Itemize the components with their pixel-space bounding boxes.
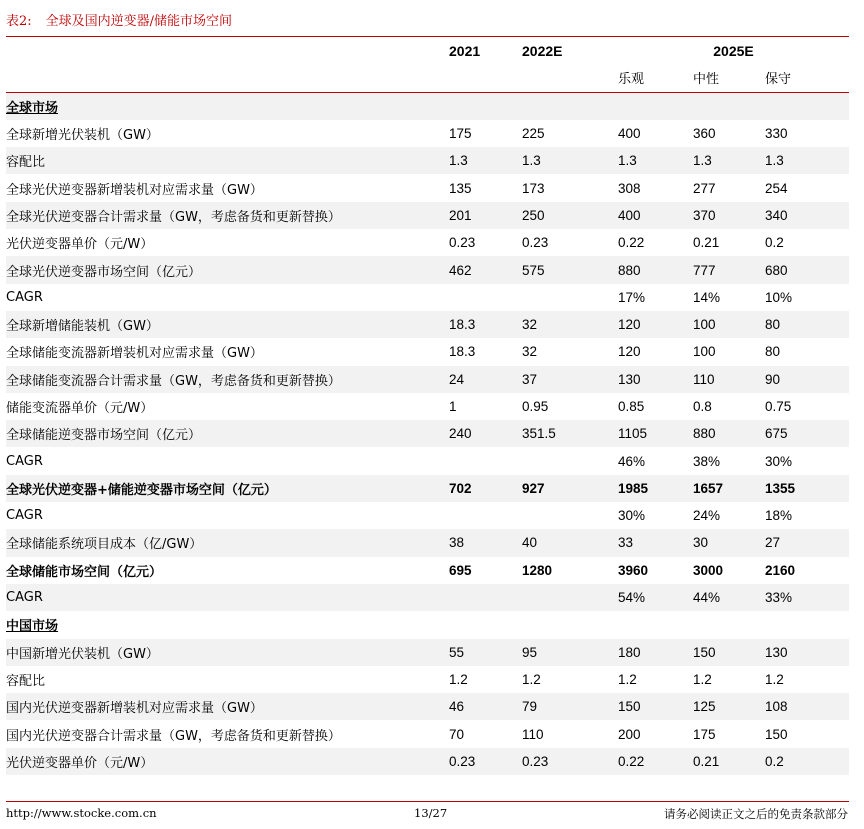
cell-value: 0.21 bbox=[693, 748, 765, 775]
cell-value: 1.2 bbox=[693, 671, 712, 687]
cell-value: 1.3 bbox=[449, 147, 522, 174]
cell-value: 370 bbox=[693, 202, 765, 229]
cell-value: 400 bbox=[618, 126, 641, 142]
cell-value: 1.2 bbox=[449, 671, 468, 687]
table-row bbox=[6, 420, 849, 447]
table-row bbox=[6, 366, 849, 393]
table-row bbox=[6, 666, 849, 693]
row-label: 光伏逆变器单价（元/W） bbox=[6, 748, 449, 775]
cell-value: 54% bbox=[618, 584, 693, 611]
cell-value: 14% bbox=[693, 289, 721, 305]
cell-value: 100 bbox=[693, 311, 765, 338]
row-label: 容配比 bbox=[6, 147, 449, 174]
section-title: 中国市场 bbox=[6, 619, 59, 635]
cell-value: 130 bbox=[618, 366, 693, 393]
cell-value: 30% bbox=[765, 453, 793, 469]
table-row bbox=[6, 584, 849, 611]
table-row bbox=[6, 229, 849, 256]
subheader-conservative: 保守 bbox=[765, 64, 849, 92]
cell-value: 880 bbox=[618, 256, 693, 283]
cell-value: 17% bbox=[618, 289, 646, 305]
row-label: CAGR bbox=[6, 289, 43, 305]
table-row bbox=[6, 311, 849, 338]
cell-value bbox=[449, 447, 522, 474]
cell-value: 308 bbox=[618, 180, 641, 196]
footer-rule bbox=[6, 801, 849, 802]
table-row bbox=[6, 256, 849, 283]
cell-value: 110 bbox=[522, 726, 544, 742]
cell-value: 24 bbox=[449, 366, 522, 393]
row-label: CAGR bbox=[6, 453, 43, 469]
cell-value: 695 bbox=[449, 562, 472, 578]
cell-value: 0.85 bbox=[618, 399, 645, 414]
cell-value: 38 bbox=[449, 529, 522, 556]
table-caption bbox=[6, 10, 232, 29]
row-label: 全球储能变流器新增装机对应需求量（GW） bbox=[6, 346, 263, 362]
cell-value: 0.8 bbox=[693, 399, 712, 414]
cell-value bbox=[449, 584, 522, 611]
footer-page-number: 13/27 bbox=[414, 806, 448, 820]
caption-label: 表2: bbox=[6, 14, 32, 29]
cell-value: 360 bbox=[693, 126, 716, 142]
cell-value: 27 bbox=[765, 529, 849, 556]
cell-value: 0.95 bbox=[522, 399, 549, 414]
cell-value: 200 bbox=[618, 726, 641, 742]
cell-value: 80 bbox=[765, 311, 849, 338]
market-table bbox=[6, 37, 849, 775]
cell-value: 120 bbox=[618, 344, 641, 360]
cell-value: 38% bbox=[693, 453, 721, 469]
cell-value: 108 bbox=[765, 693, 849, 720]
cell-value bbox=[522, 584, 618, 611]
table-row bbox=[6, 529, 849, 556]
row-label: 全球储能市场空间（亿元） bbox=[6, 564, 163, 580]
cell-value: 1105 bbox=[618, 420, 693, 447]
row-label: 全球储能系统项目成本（亿/GW） bbox=[6, 529, 449, 556]
row-label: CAGR bbox=[6, 584, 449, 611]
row-label: 储能变流器单价（元/W） bbox=[6, 401, 154, 416]
cell-value: 80 bbox=[765, 344, 781, 360]
table-row bbox=[6, 393, 849, 420]
cell-value: 680 bbox=[765, 256, 849, 283]
cell-value: 100 bbox=[693, 344, 716, 360]
cell-value: 150 bbox=[693, 639, 765, 666]
cell-value: 46% bbox=[618, 453, 646, 469]
table-row bbox=[6, 147, 849, 174]
cell-value bbox=[449, 502, 522, 529]
table-row bbox=[6, 475, 849, 502]
table-row bbox=[6, 557, 849, 584]
row-label: 全球新增光伏装机（GW） bbox=[6, 128, 159, 144]
table-row bbox=[6, 693, 849, 720]
cell-value bbox=[449, 284, 522, 311]
cell-value: 32 bbox=[522, 344, 538, 360]
header-2021: 2021 bbox=[449, 42, 481, 59]
table-row bbox=[6, 748, 849, 775]
cell-value: 1.2 bbox=[522, 671, 541, 687]
table-row bbox=[6, 174, 849, 201]
row-label: 全球光伏逆变器市场空间（亿元） bbox=[6, 256, 449, 283]
cell-value: 777 bbox=[693, 256, 765, 283]
cell-value bbox=[522, 284, 618, 311]
row-label: 全球光伏逆变器新增装机对应需求量（GW） bbox=[6, 182, 263, 198]
cell-value: 30 bbox=[693, 529, 765, 556]
cell-value: 95 bbox=[522, 639, 618, 666]
cell-value: 173 bbox=[522, 180, 545, 196]
header-2025e: 2025E bbox=[713, 42, 754, 59]
subheader-row bbox=[6, 64, 849, 92]
cell-value: 40 bbox=[522, 529, 618, 556]
cell-value: 0.22 bbox=[618, 748, 693, 775]
cell-value: 400 bbox=[618, 202, 693, 229]
cell-value: 79 bbox=[522, 693, 618, 720]
cell-value: 675 bbox=[765, 420, 849, 447]
cell-value: 340 bbox=[765, 202, 849, 229]
cell-value: 32 bbox=[522, 311, 618, 338]
cell-value: 10% bbox=[765, 289, 793, 305]
table-row bbox=[6, 447, 849, 474]
cell-value: 0.23 bbox=[522, 748, 618, 775]
row-label: 全球新增储能装机（GW） bbox=[6, 311, 449, 338]
table-row bbox=[6, 338, 849, 365]
row-label: 全球储能逆变器市场空间（亿元） bbox=[6, 420, 449, 447]
cell-value: 880 bbox=[693, 420, 765, 447]
section-row bbox=[6, 611, 849, 638]
cell-value: 201 bbox=[449, 202, 522, 229]
cell-value: 277 bbox=[693, 180, 716, 196]
cell-value: 2160 bbox=[765, 562, 796, 578]
footer-url[interactable]: http://www.stocke.com.cn bbox=[6, 806, 157, 820]
cell-value: 1985 bbox=[618, 475, 693, 502]
table-row bbox=[6, 639, 849, 666]
caption-title: 全球及国内逆变器/储能市场空间 bbox=[45, 14, 233, 29]
table-row bbox=[6, 120, 849, 147]
row-label: 国内光伏逆变器合计需求量（GW，考虑备货和更新替换） bbox=[6, 728, 341, 744]
cell-value: 33% bbox=[765, 584, 849, 611]
row-label: 全球光伏逆变器合计需求量（GW，考虑备货和更新替换） bbox=[6, 202, 449, 229]
cell-value: 18% bbox=[765, 508, 793, 524]
subheader-optimistic: 乐观 bbox=[618, 64, 693, 92]
cell-value: 0.75 bbox=[765, 399, 792, 414]
cell-value: 3960 bbox=[618, 562, 649, 578]
cell-value: 462 bbox=[449, 256, 522, 283]
cell-value: 175 bbox=[449, 126, 472, 142]
cell-value: 33 bbox=[618, 529, 693, 556]
header-2022e: 2022E bbox=[522, 42, 563, 59]
cell-value: 1.3 bbox=[618, 147, 693, 174]
header-row bbox=[6, 37, 849, 64]
cell-value: 18.3 bbox=[449, 344, 476, 360]
cell-value: 0.2 bbox=[765, 235, 784, 251]
cell-value: 1 bbox=[449, 399, 457, 414]
cell-value: 180 bbox=[618, 639, 693, 666]
cell-value bbox=[522, 447, 618, 474]
cell-value: 0.23 bbox=[449, 235, 476, 251]
row-label: 中国新增光伏装机（GW） bbox=[6, 639, 449, 666]
table-body bbox=[6, 92, 849, 775]
cell-value: 130 bbox=[765, 639, 849, 666]
cell-value: 55 bbox=[449, 639, 522, 666]
cell-value: 175 bbox=[693, 726, 716, 742]
cell-value: 702 bbox=[449, 475, 522, 502]
cell-value: 1.3 bbox=[765, 147, 849, 174]
cell-value: 1.3 bbox=[522, 147, 618, 174]
section-row bbox=[6, 92, 849, 120]
cell-value: 1.2 bbox=[618, 671, 637, 687]
section-title: 全球市场 bbox=[6, 100, 59, 116]
cell-value: 0.21 bbox=[693, 235, 720, 251]
cell-value: 1657 bbox=[693, 475, 765, 502]
cell-value: 0.22 bbox=[618, 235, 645, 251]
cell-value: 225 bbox=[522, 126, 545, 142]
table-row bbox=[6, 720, 849, 747]
cell-value: 0.23 bbox=[449, 748, 522, 775]
cell-value: 30% bbox=[618, 508, 646, 524]
cell-value: 150 bbox=[618, 693, 693, 720]
subheader-neutral: 中性 bbox=[693, 64, 765, 92]
header-blank bbox=[6, 37, 449, 64]
table-row bbox=[6, 202, 849, 229]
table-row bbox=[6, 502, 849, 529]
cell-value: 120 bbox=[618, 311, 693, 338]
cell-value: 125 bbox=[693, 693, 765, 720]
cell-value: 330 bbox=[765, 126, 788, 142]
row-label: 光伏逆变器单价（元/W） bbox=[6, 237, 154, 253]
cell-value: 927 bbox=[522, 475, 618, 502]
row-label: CAGR bbox=[6, 508, 43, 524]
row-label: 国内光伏逆变器新增装机对应需求量（GW） bbox=[6, 693, 449, 720]
row-label: 全球储能变流器合计需求量（GW，考虑备货和更新替换） bbox=[6, 366, 449, 393]
cell-value: 46 bbox=[449, 693, 522, 720]
cell-value: 44% bbox=[693, 584, 765, 611]
cell-value: 90 bbox=[765, 366, 849, 393]
cell-value: 351.5 bbox=[522, 420, 618, 447]
cell-value: 250 bbox=[522, 202, 618, 229]
cell-value: 1.2 bbox=[765, 671, 784, 687]
cell-value: 110 bbox=[693, 366, 765, 393]
cell-value: 70 bbox=[449, 726, 465, 742]
cell-value: 18.3 bbox=[449, 311, 522, 338]
cell-value: 240 bbox=[449, 420, 522, 447]
cell-value: 1.3 bbox=[693, 147, 765, 174]
row-label: 全球光伏逆变器+储能逆变器市场空间（亿元） bbox=[6, 475, 449, 502]
row-label: 容配比 bbox=[6, 673, 46, 689]
cell-value: 254 bbox=[765, 180, 788, 196]
cell-value: 0.2 bbox=[765, 748, 849, 775]
cell-value: 0.23 bbox=[522, 235, 549, 251]
cell-value: 1280 bbox=[522, 562, 553, 578]
cell-value: 1355 bbox=[765, 475, 849, 502]
cell-value bbox=[522, 502, 618, 529]
cell-value: 3000 bbox=[693, 562, 724, 578]
cell-value: 37 bbox=[522, 366, 618, 393]
table-row bbox=[6, 284, 849, 311]
cell-value: 135 bbox=[449, 180, 472, 196]
cell-value: 150 bbox=[765, 726, 788, 742]
footer-disclaimer: 请务必阅读正文之后的免责条款部分 bbox=[664, 807, 848, 821]
cell-value: 575 bbox=[522, 256, 618, 283]
cell-value: 24% bbox=[693, 508, 721, 524]
